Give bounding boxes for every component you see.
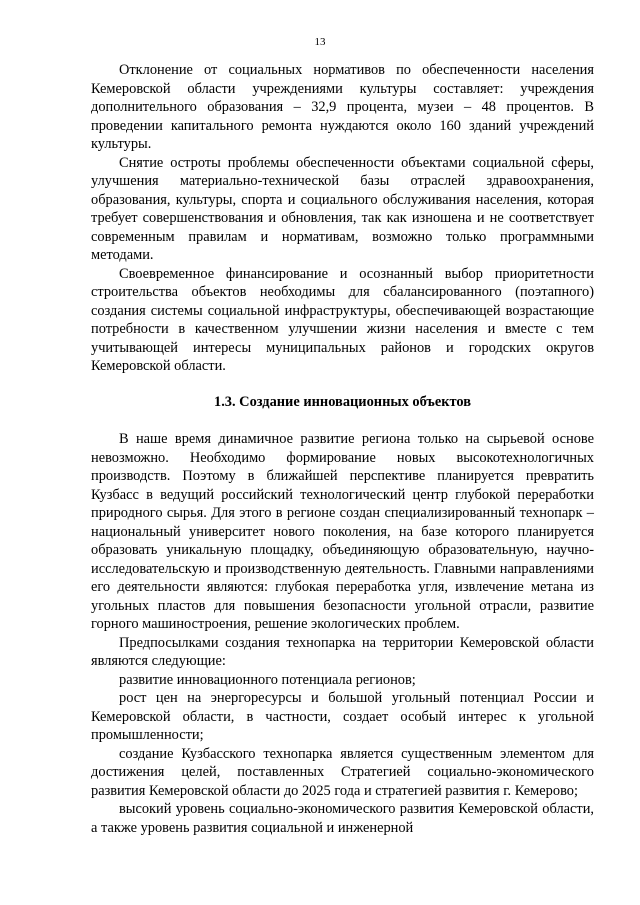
paragraph: Снятие остроты проблемы обеспеченности объектами социальной сферы, улучшения материально-технической базы отраслей здравоохранения, образования, культуры, спорта и социального обслуживания населения, которая требует совершенствования и обновления, так как изношена и не соответствует современным правилам и нормативам, возможно только программными методами. xyxy=(91,154,594,263)
list-item: рост цен на энергоресурсы и большой угольный потенциал России и Кемеровской области, в частности, создает особый интерес к угольной промышленности; xyxy=(91,690,594,743)
list-item: развитие инновационного потенциала регионов; xyxy=(119,671,416,688)
page-body xyxy=(91,61,594,837)
list-item: создание Кузбасского технопарка является существенным элементом для достижения целей, поставленных Стратегией социально-экономического развития Кемеровской области до 2025 года и стратегией развития г. Кемерово; xyxy=(91,745,594,799)
list-item: высокий уровень социально-экономического развития Кемеровской области, а также уровень развития социальной и инженерной xyxy=(91,801,594,836)
page-number: 13 xyxy=(314,36,326,48)
paragraph: В наше время динамичное развитие региона только на сырьевой основе невозможно. Необходимо формирование новых высокотехнологичных производств. Поэтому в ближайшей перспективе планируется превратить Кузбасс в ведущий российский технологический центр глубокой переработки природного сырья. Для этого в регионе создан специализированный технопарк – национальный университет нового поколения, на базе которого планируется образовать уникальную площадку, объединяющую образовательную, научно-исследовательскую и производственную деятельность. Главными направлениями его деятельности являются: глубокая переработка угля, извлечение метана из угольных пластов для повышения безопасности угольной отрасли, развитие горного машиностроения, решение экологических проблем. xyxy=(91,431,594,632)
paragraph: Предпосылками создания технопарка на территории Кемеровской области являются следующие: xyxy=(91,634,594,669)
paragraph: Своевременное финансирование и осознанный выбор приоритетности строительства объектов необходимы для сбалансированного (поэтапного) создания системы социальной инфраструктуры, обеспечивающей возрастающие потребности в качественном улучшении жизни населения и вместе с тем учитывающей интересы муниципальных районов и городских округов Кемеровской области. xyxy=(91,265,594,374)
paragraph: Отклонение от социальных нормативов по обеспеченности населения Кемеровской области учреждениями культуры составляет: учреждения дополнительного образования – 32,9 процента, музеи – 48 процентов. В проведении капитального ремонта нуждаются около 160 зданий учреждений культуры. xyxy=(91,62,594,152)
section-heading: 1.3. Создание инновационных объектов xyxy=(214,394,471,410)
